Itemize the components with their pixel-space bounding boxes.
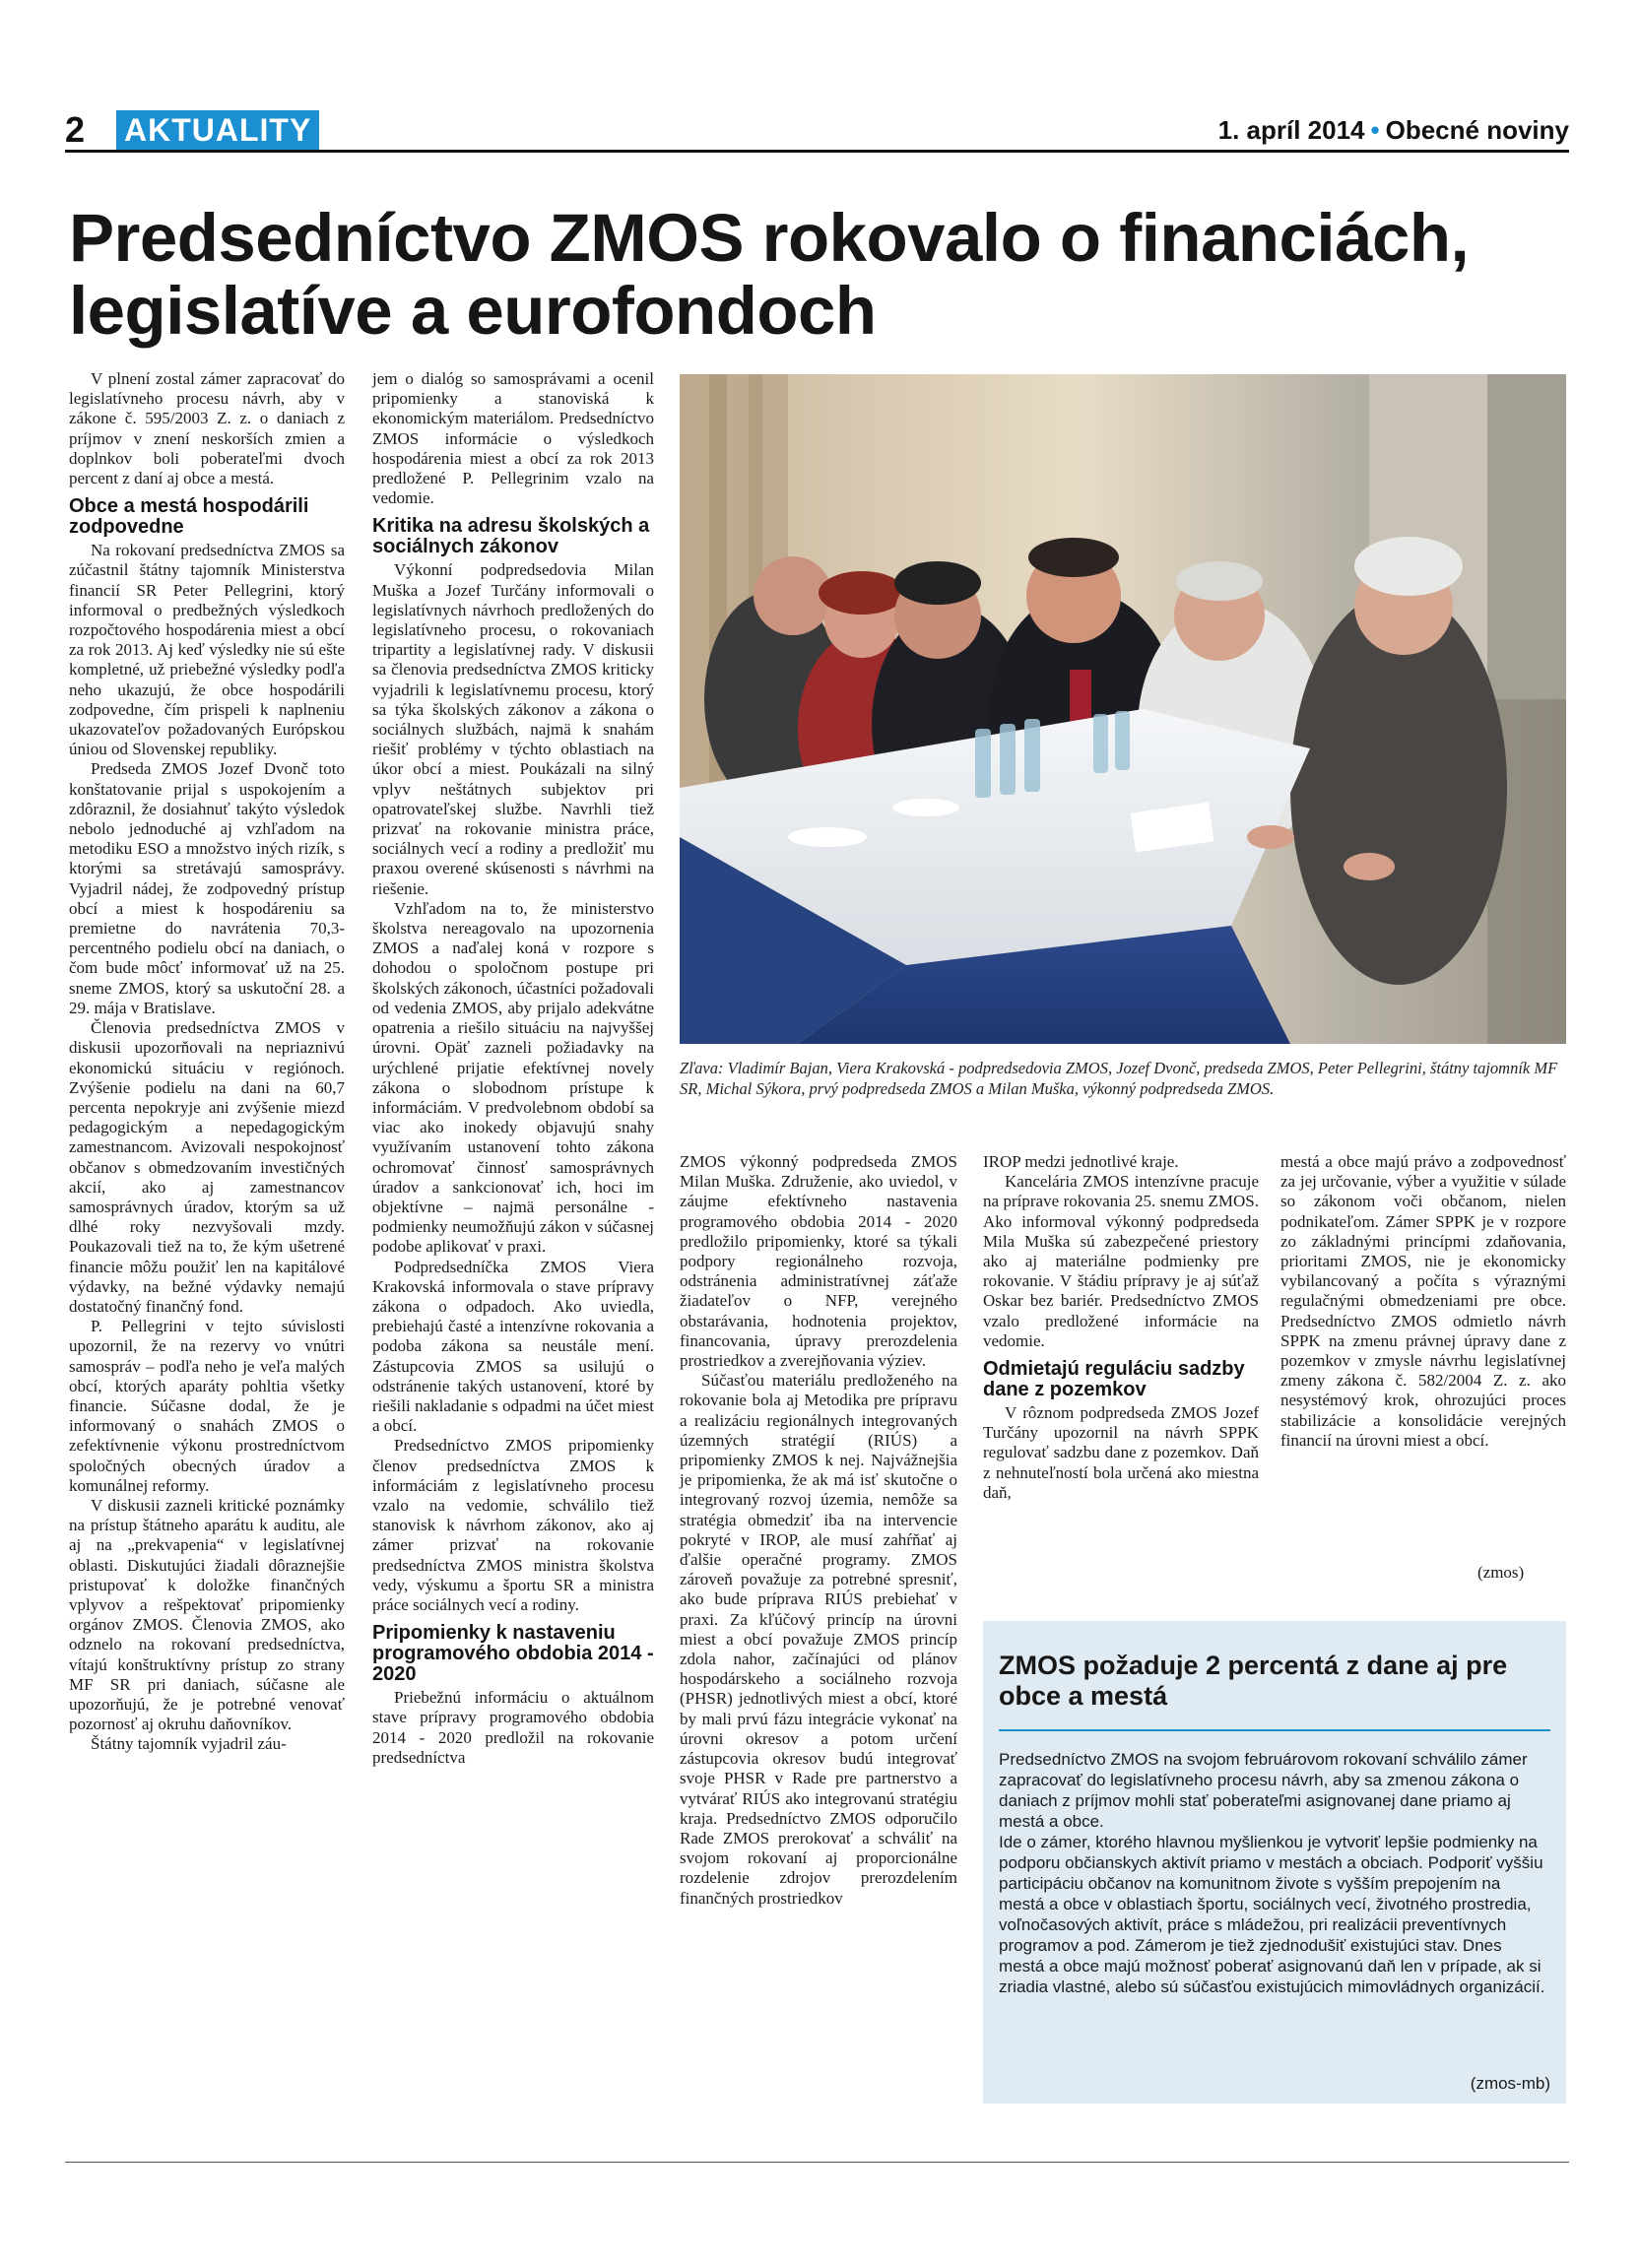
meeting-photo [680, 374, 1566, 1044]
issue-date: 1. apríl 2014 [1217, 115, 1365, 145]
subheading: Pripomienky k nastaveniu programového obdobia 2014 - 2020 [372, 1622, 654, 1686]
paragraph: IROP medzi jednotlivé kraje. [983, 1152, 1179, 1171]
column-4 [983, 1152, 1259, 1503]
paragraph: Priebežnú informáciu o aktuálnom stave prípravy programového obdobia 2014 - 2020 predložil na rokovanie predsedníctva [372, 1688, 654, 1767]
paragraph: Štátny tajomník vyjadril záu- [91, 1734, 287, 1754]
paragraph: V rôznom podpredseda ZMOS Jozef Turčány upozornil na návrh SPPK regulovať sadzbu dane z pozemkov. Daň z nehnuteľností bola určená ako miestna daň, [983, 1403, 1259, 1502]
issue-info [1218, 110, 1569, 150]
paragraph: P. Pellegrini v tejto súvislosti upozornil, že na rezervy vo vnútri samospráv – podľa neho je veľa malých obcí, ktorých aparáty pohltia všetky financie. Súčasne dodal, že je informovaný o snahách ZMOS o zefektívnenie výkonu prostredníctvom spoločných obecných úradov a komunálnej reformy. [69, 1317, 345, 1495]
paragraph: ZMOS výkonný podpredseda ZMOS Milan Muška. Združenie, ako uviedol, v záujme efektívneho nastavenia programového obdobia 2014 - 2020 predložilo pripomienky, ktoré sa týkali podpory regionálneho rozvoja, odstránenia administratívnej záťaže žiadateľov o NFP, verejného obstarávania, hodnotenia projektov, financovania, úpravy prerozdelenia prostriedkov a zverejňovania výziev. [680, 1152, 957, 1371]
box-title: ZMOS požaduje 2 percentá z dane aj pre obce a mestá [999, 1651, 1508, 1711]
footer-rule [65, 2162, 1569, 2163]
column-2 [372, 369, 654, 1768]
paragraph: Predsedníctvo ZMOS pripomienky členov predsedníctva ZMOS k informáciám z legislatívneho procesu vzalo na vedomie, schválilo tiež stanovisk k návrhom zákonov, ako aj zámer prizvať na rokovanie predsedníctva ZMOS ministra školstva vedy, výskumu a športu SR a ministra práce sociálnych vecí a rodiny. [372, 1436, 654, 1614]
paragraph: Na rokovaní predsedníctva ZMOS sa zúčastnil štátny tajomník Ministerstva financií SR Peter Pellegrini, ktorý informoval o predbežných výsledkoch rozpočtového hospodárenia miest a obcí za rok 2013. Aj keď výsledky nie sú ešte kompletné, už priebežné výsledky podľa neho ukazujú, že obce hospodárili zodpovedne, čím prispeli k naplneniu ukazovateľov požadovaných Európskou úniou od Slovenskej republiky. [69, 541, 345, 759]
paragraph: Výkonní podpredsedovia Milan Muška a Jozef Turčány informovali o legislatívnych návrhoch predložených do legislatívneho procesu, o rokovaniach tripartity a legislatívnej rady. V diskusii sa členovia predsedníctva ZMOS kriticky vyjadrili k legislatívnemu procesu, ktorý sa týka školských zákonov a zákona o sociálnych službách, najmä k snahám riešiť problémy v týchto oblastiach na úkor obcí a miest. Poukázali na silný vplyv neštátnych subjektov pri opatrovateľskej službe. Navrhli tiež prizvať na rokovanie ministra práce, sociálnych vecí a rodiny a predložiť mu praxou overené skúsenosti s návrhmi na riešenie. [372, 560, 654, 898]
paragraph: Predsedníctvo ZMOS na svojom februárovom rokovaní schválilo zámer zapracovať do legislatívneho procesu návrh, aby sa zmenou zákona o daniach z príjmov mohli stať poberateľmi asignovanej dane priamo aj mestá a obce. [999, 1750, 1528, 1831]
paragraph: V plnení zostal zámer zapracovať do legislatívneho procesu návrh, aby v zákone č. 595/2003 Z. z. o daniach z príjmov v znení neskorších zmien a doplnkov boli poberateľmi dvoch percent z daní aj obce a mestá. [69, 369, 345, 488]
column-3 [680, 1152, 957, 1909]
box-text [999, 1749, 1550, 1997]
box-rule [999, 1729, 1550, 1731]
paragraph: Vzhľadom na to, že ministerstvo školstva nereagovalo na upozornenia ZMOS a naďalej koná v rozpore s dohodou o spoločnom postupe pri školských zákonoch, účastníci požadovali od vedenia ZMOS, aby prijalo adekvátne opatrenia a riešilo situáciu na najvyššej úrovni. Opäť zazneli požiadavky na urýchlené prijatie efektívnej novely zákona o slobodnom prístupe k informáciám. V predvolebnom období sa viac ako inokedy objavujú snahy využívaním ustanovení tohto zákona ochromovať činnosť samosprávnych úradov a sankcionovať ich, hoci im objektívne – najmä personálne - podmienky neumožňujú zákon v súčasnej podobe aplikovať v praxi. [372, 898, 654, 1257]
photo-caption: Zľava: Vladimír Bajan, Viera Krakovská - podpredsedovia ZMOS, Jozef Dvonč, predseda ZMOS, Peter Pellegrini, štátny tajomník MF SR, Michal Sýkora, prvý podpredseda ZMOS a Milan Muška, výkonný podpredseda ZMOS. [680, 1059, 1558, 1098]
subheading: Kritika na adresu školských a sociálnych zákonov [372, 515, 650, 558]
header-rule [65, 150, 1569, 153]
page-number: 2 [65, 109, 86, 150]
article-headline: Predsedníctvo ZMOS rokovalo o financiách, legislatíve a eurofondoch [69, 200, 1470, 349]
separator-bullet: • [1370, 115, 1380, 145]
paragraph: mestá a obce majú právo a zodpovednosť za jej určovanie, výber a využitie v súlade so zákonom voči občanom, nielen podnikateľom. Zámer SPPK je v rozpore zo základnými princípmi zdaňovania, prioritami ZMOS, nie je ekonomicky vybilancovaný a počíta s výraznými regulačnými obmedzeniami pre obce. Predsedníctvo ZMOS odmietlo návrh SPPK na zmenu právnej úpravy dane z pozemkov v zmysle návrhu legislatívnej zmeny zákona č. 582/2004 Z. z. ako nesystémový krok, ohrozujúci proces stabilizácie a konsolidácie verejných financií na úrovni miest a obcí. [1280, 1152, 1566, 1450]
info-box [983, 1621, 1566, 2104]
publication-name: Obecné noviny [1385, 115, 1569, 145]
paragraph: Predseda ZMOS Jozef Dvonč toto konštatovanie prijal s uspokojením a zdôraznil, že dosiahnuť takýto výsledok nebolo jednoduché aj vzhľadom na metodiku ESO a množstvo iných rizík, s ktorými sa stretávajú samosprávy. Vyjadril nádej, že zodpovedný prístup obcí a miest k hospodáreniu sa premietne do navrátenia 70,3-percentného podielu obcí na daniach, o čom bude môcť informovať už na 25. sneme ZMOS, ktorý sa uskutoční 28. a 29. mája v Bratislave. [69, 759, 345, 1017]
paragraph: V diskusii zazneli kritické poznámky na prístup štátneho aparátu k auditu, ale aj na „prekvapenia“ v legislatívnej oblasti. Diskutujúci žiadali dôraznejšie pristupovať k doložke finančných vplyvov a rešpektovať pripomienky orgánov ZMOS. Členovia ZMOS, ako odznelo na rokovaní predsedníctva, vítajú konštruktívny prístup zo strany MF SR pri daniach, súčasne ale upozorňujú, že je potrebné venovať pozornosť aj okruhu daňovníkov. [69, 1495, 345, 1734]
paragraph: Podpredsedníčka ZMOS Viera Krakovská informovala o stave prípravy zákona o odpadoch. Ako uviedla, prebiehajú časté a intenzívne rokovania a podoba zákona sa neustále mení. Zástupcovia ZMOS sa usilujú o odstránenie takých ustanovení, ktoré by riešili nakladanie s odpadmi na účet miest a obcí. [372, 1257, 654, 1436]
section-label: AKTUALITY [116, 110, 319, 150]
subheading: Odmietajú reguláciu sadzby dane z pozemkov [983, 1358, 1245, 1401]
column-5 [1280, 1152, 1566, 1451]
paragraph: Súčasťou materiálu predloženého na rokovanie bola aj Metodika pre prípravu a realizáciu regionálnych integrovaných územných stratégií (RIÚS) a pripomienky ZMOS k nej. Najvážnejšia je pripomienka, že ak má isť skutočne o integrovaný rozvoj územia, nemôže sa stratégia obmedziť iba na intervencie pokryté v IROP, ale musí zahŕňať aj ďalšie operačné programy. ZMOS zároveň považuje za potrebné spresniť, ako bude príprava RIÚS prebiehať v praxi. Za kľúčový princíp na úrovni miest a obcí považuje ZMOS princíp zdola nahor, začínajúci od plánov hospodárskeho a sociálneho rozvoja (PHSR) jednotlivých miest a obcí, ktoré by mali prvú fázu integrácie vykonať na úrovni okresov a potom určení zástupcovia okresov budú integrovať svoje PHSR v Rade pre partnerstvo a vytvárať RIÚS ako integrovanú stratégiu kraja. Predsedníctvo ZMOS odporučilo Rade ZMOS prerokovať a schváliť na svojom rokovaní aj proporcionálne rozdelenie zdrojov prerozdelením finančných prostriedkov [680, 1371, 957, 1908]
author-signature: (zmos) [1477, 1563, 1525, 1582]
paragraph: Kancelária ZMOS intenzívne pracuje na príprave rokovania 25. snemu ZMOS. Ako informoval výkonný podpredseda Mila Muška sú zabezpečené priestory ako aj materiálne podmienky pre rokovanie. V štádiu prípravy je aj súťaž Oskar bez bariér. Predsedníctvo ZMOS vzalo predložené informácie na vedomie. [983, 1172, 1259, 1350]
box-signature: (zmos-mb) [1470, 2074, 1550, 2093]
column-1 [69, 369, 345, 1755]
paragraph: Členovia predsedníctva ZMOS v diskusii upozorňovali na nepriaznivú ekonomickú situáciu v regiónoch. Zvýšenie podielu na dani na 60,7 percenta nepokryje ani zvýšenie miezd pedagogickým a nepedagogickým zamestnancom. Avizovali nespokojnosť občanov s obmedzovaním investičných akcií, ako aj zamestnancov samosprávnych úradov, ktorým sa už dlhé roky nezvyšovali mzdy. Poukazovali tiež na to, že kým ušetrené financie môžu použiť len na kapitálové výdavky, na bežné výdavky nemajú dostatočný finančný fond. [69, 1018, 345, 1316]
subheading: Obce a mestá hospodárili zodpovedne [69, 495, 309, 539]
paragraph: jem o dialóg so samosprávami a ocenil pripomienky a stanoviská k ekonomickým materiálom. Predsedníctvo ZMOS informácie o výsledkoch hospodárenia miest a obcí za rok 2013 predložené P. Pellegrinim vzalo na vedomie. [372, 369, 654, 508]
paragraph: Ide o zámer, ktorého hlavnou myšlienkou je vytvoriť lepšie podmienky na podporu občianskych aktivít priamo v mestách a obciach. Podporiť vyššiu participáciu občanov na komunitnom živote s vyšším prepojením na mestá a obce v oblastiach športu, sociálnych vecí, životného prostredia, voľnočasových aktivít, práce s mládežou, pri realizácii preventívnych programov a pod. Zámerom je tiež zjednodušiť existujúci stav. Dnes mestá a obce majú možnosť poberať asignovanú daň len v prípade, ak si zriadia vlastné, alebo sú súčasťou existujúcich mimovládnych organizácií. [999, 1833, 1545, 1996]
